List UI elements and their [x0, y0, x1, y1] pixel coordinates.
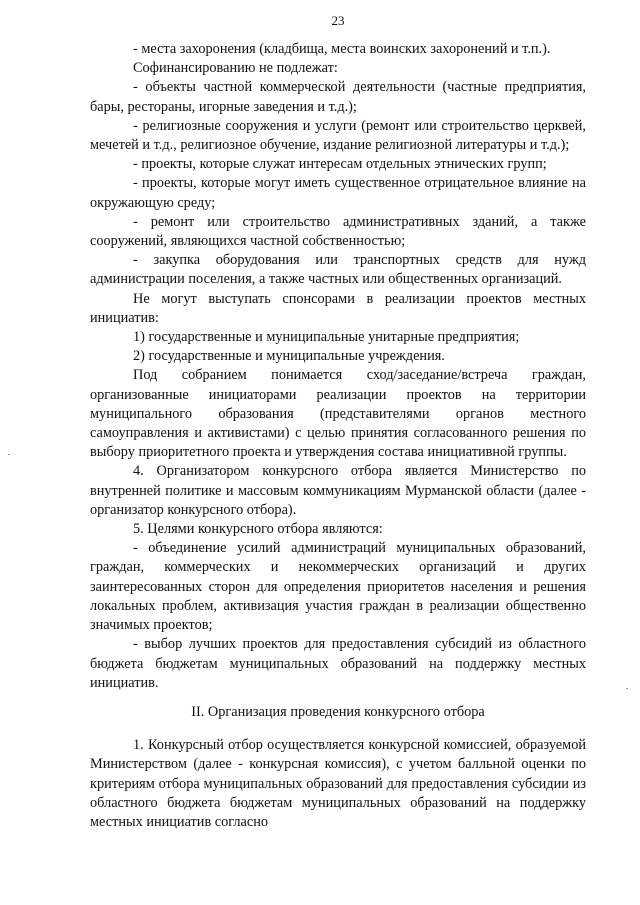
list-item-equipment-purchase: - закупка оборудования или транспортных средств для нужд администрации поселения, а также частных или общественных организаций.: [90, 252, 586, 288]
paragraph-clause-5-goals: 5. Целями конкурсного отбора являются:: [133, 521, 383, 538]
list-item-unitary-enterprises: 1) государственные и муниципальные унитарные предприятия;: [133, 329, 520, 346]
paragraph-meeting-definition: Под собранием понимается сход/заседание/встреча граждан, организованные инициаторами реализации проектов на территории муниципального образования (представителями органов местного самоуправления и активистами) с целью принятия согласованного решения по выбору приоритетного проекта и утверждения состава инициативной группы.: [90, 367, 586, 461]
list-item-commercial-objects: - объекты частной коммерческой деятельности (частные предприятия, бары, рестораны, игорные заведения и т.д.);: [90, 79, 586, 115]
document-page: [90, 0, 586, 905]
list-item-institutions: 2) государственные и муниципальные учреждения.: [133, 348, 445, 365]
list-item-environmental-impact: - проекты, которые могут иметь существенное отрицательное влияние на окружающую среду;: [90, 175, 586, 211]
paragraph-not-cofinanced-heading: Софинансированию не подлежат:: [133, 60, 338, 77]
paragraph-clause-4-organizer: 4. Организатором конкурсного отбора является Министерство по внутренней политике и массовым коммуникациям Мурманской области (далее - организатор конкурсного отбора).: [90, 463, 586, 518]
paragraph-clause-1-commission: 1. Конкурсный отбор осуществляется конкурсной комиссией, образуемой Министерством (далее - конкурсная комиссия), с учетом балльной оценки по критериям отбора муниципальных образований для предоставления субсидии из областного бюджета бюджетам муниципальных образований на поддержку местных инициатив согласно: [90, 737, 586, 830]
list-item-ethnic-group-projects: - проекты, которые служат интересам отдельных этнических групп;: [133, 156, 547, 173]
scan-artifact: [626, 688, 628, 689]
list-item-administrative-buildings: - ремонт или строительство административных зданий, а также сооружений, являющихся частной собственностью;: [90, 213, 586, 250]
page-number: 23: [331, 13, 345, 28]
list-item-uniting-efforts: - объединение усилий администраций муниципальных образований, граждан, коммерческих и некоммерческих организаций и других заинтересованных сторон для определения приоритетов населения и решения локальных проблем, активизация участия граждан в реализации общественно значимых проектов;: [90, 540, 586, 634]
section-heading: II. Организация проведения конкурсного отбора: [191, 703, 485, 720]
list-item-best-projects: - выбор лучших проектов для предоставления субсидий из областного бюджета бюджетам муниципальных образований на поддержку местных инициатив.: [90, 636, 586, 691]
document-body: [90, 40, 586, 832]
list-item-religious-structures: - религиозные сооружения и услуги (ремонт или строительство церквей, мечетей и т.д., религиозное обучение, издание религиозной литературы и т.д.);: [90, 117, 586, 154]
paragraph-burial-places: - места захоронения (кладбища, места воинских захоронений и т.п.).: [133, 41, 551, 57]
scan-artifact: [8, 454, 10, 455]
paragraph-sponsors-restriction: Не могут выступать спонсорами в реализации проектов местных инициатив:: [90, 290, 586, 326]
